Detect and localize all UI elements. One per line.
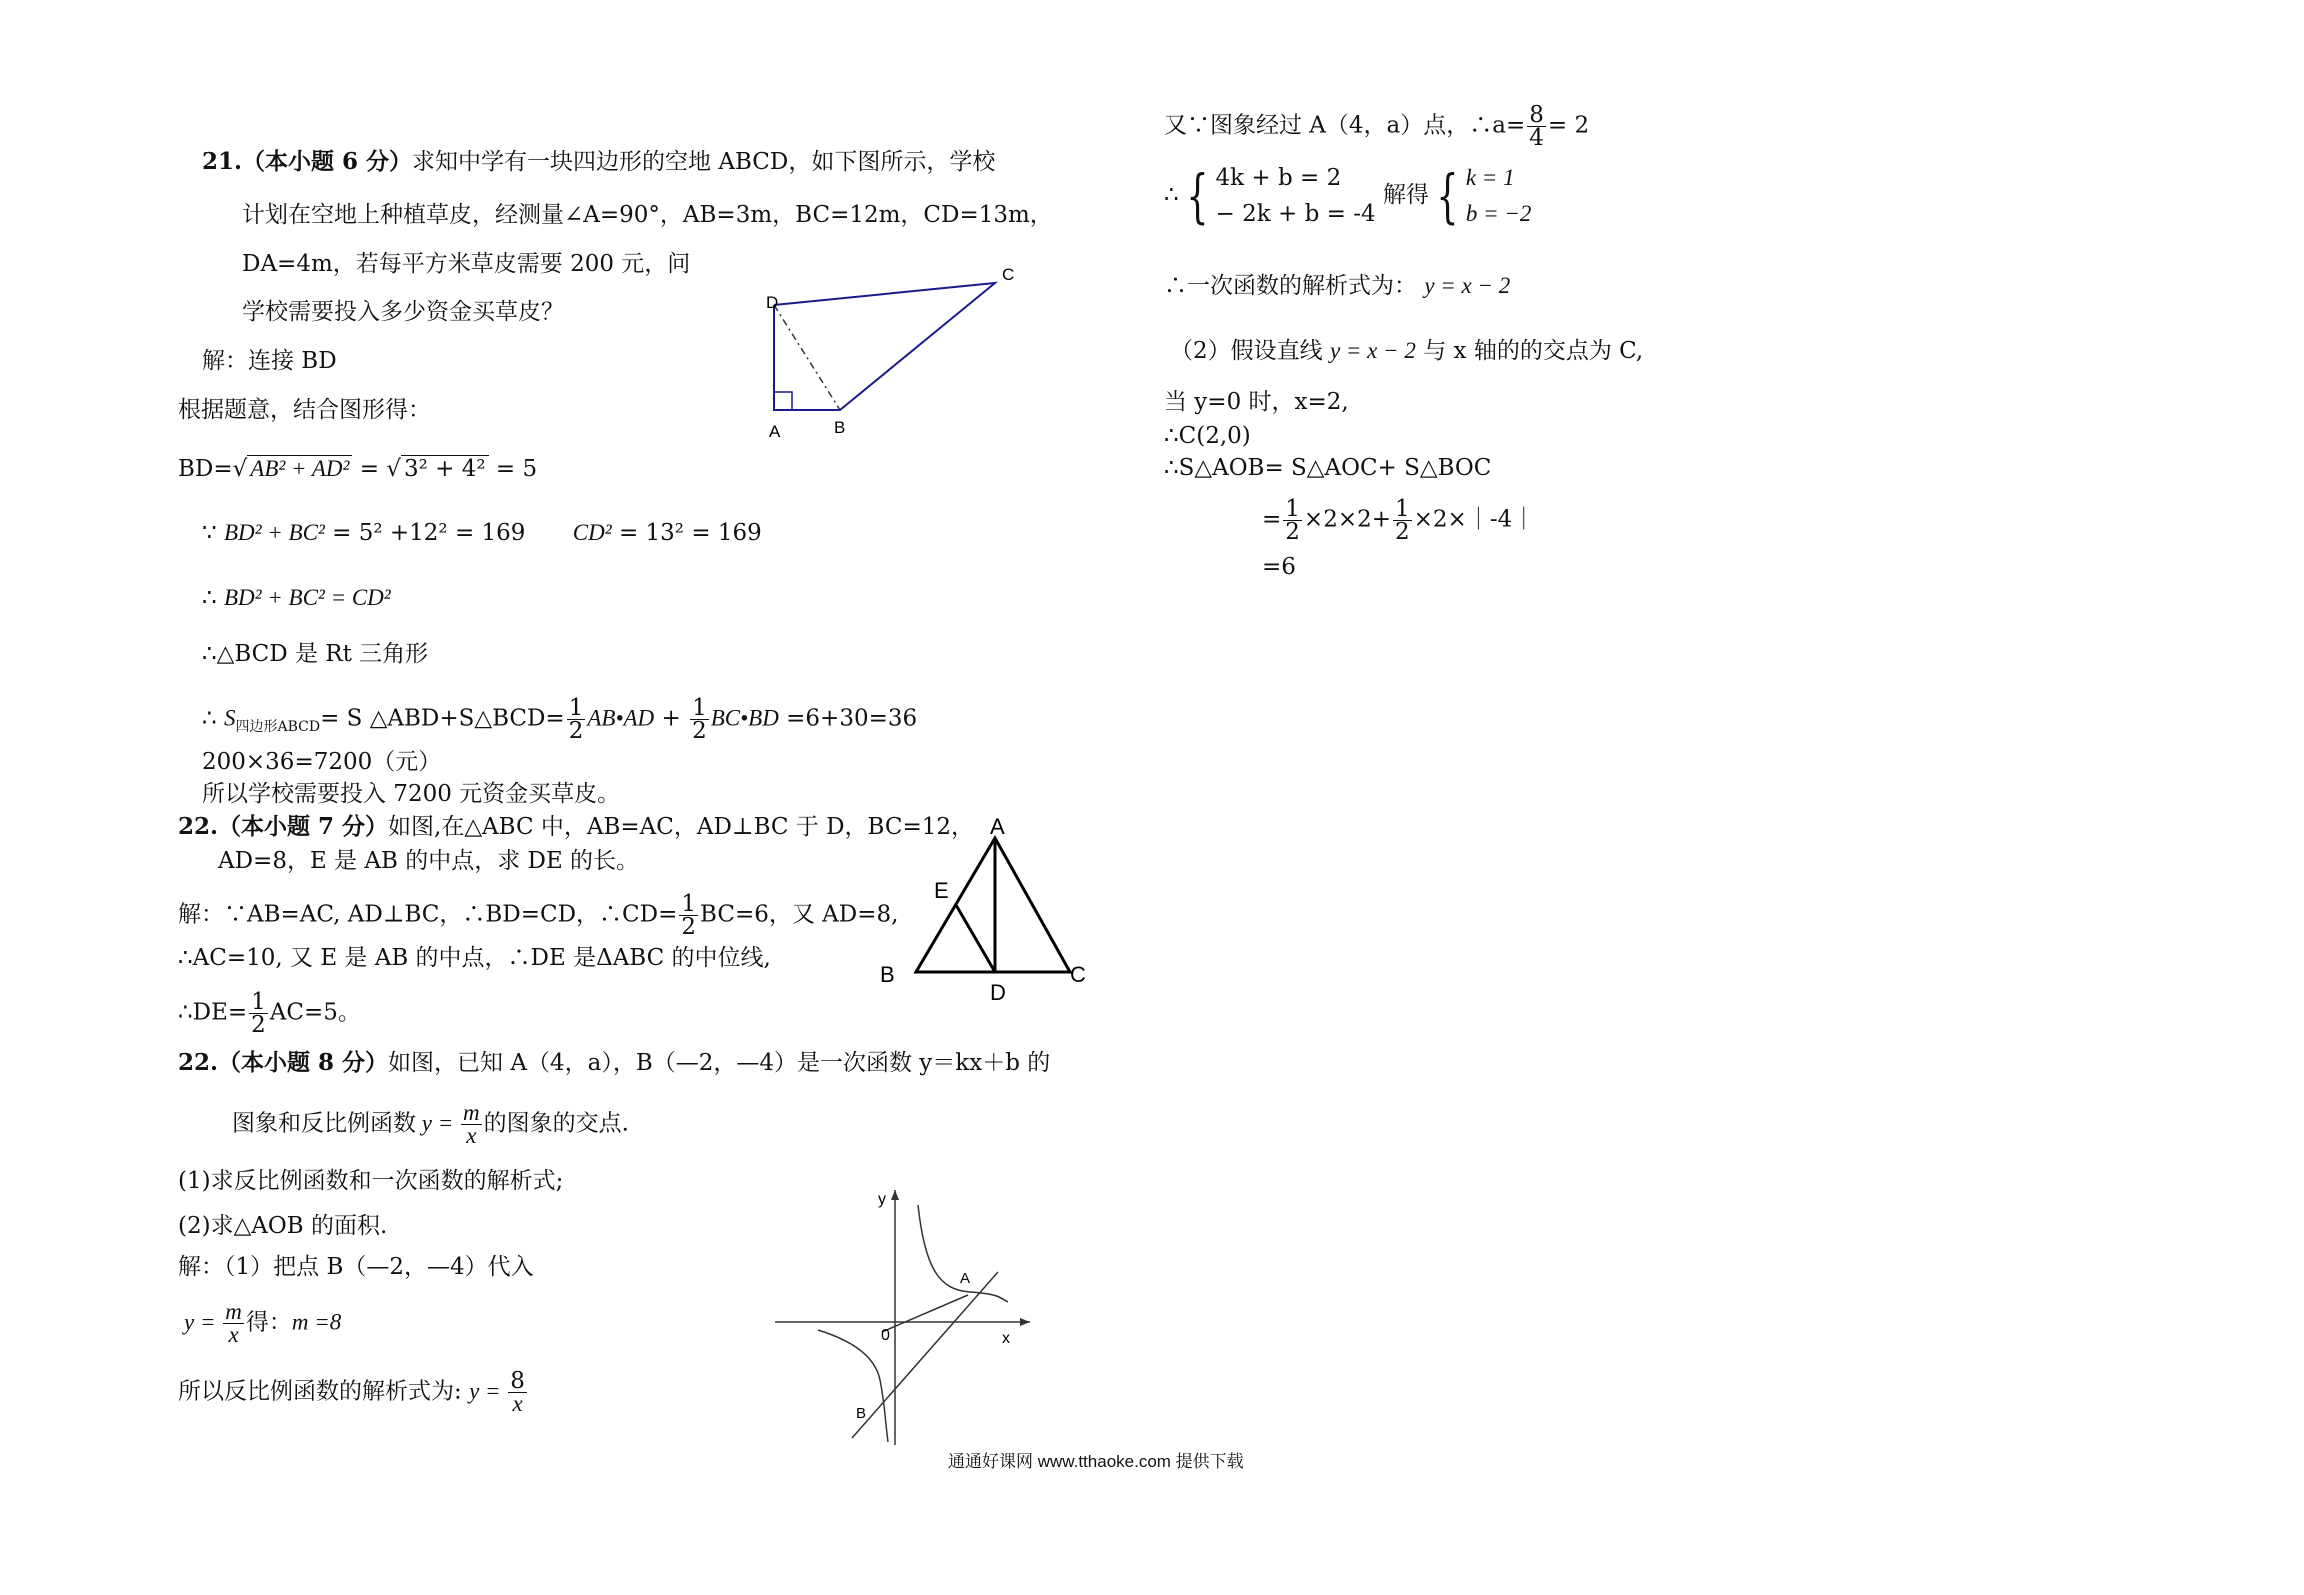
q21-calc: 200×36=7200（元） [202,749,442,775]
q22b-sol1: 解：（1）把点 B（—2，—4）代入 [178,1254,534,1280]
q21-because: ∵ BD² + BC² = 5² +12² = 169 CD² = 13² = 169 [202,520,762,546]
q22b-label-b: B [856,1405,867,1422]
q21-title: 21.（本小题 6 分） [202,148,413,175]
q22a-label-c: C [1070,962,1086,987]
q22b-label-o: 0 [881,1327,890,1344]
q22a-title: 22.（本小题 7 分） [178,813,389,840]
q21-sol2: 根据题意，结合图形得： [178,397,431,423]
q22a-sol3: ∴DE= $\frac{1}{2}$ AC=5。 [178,989,361,1038]
right-linear: ∴一次函数的解析式为： y = x − 2 [1164,273,1511,299]
q21-label-b: B [834,418,846,437]
q22b-sol3: 所以反比例函数的解析式为: y = $\frac{8}{x}$ [178,1368,525,1416]
right-when: 当 y=0 时，x=2, [1164,389,1349,415]
right-result: =6 [1262,554,1296,580]
right-line1: 又∵图象经过 A（4，a）点，∴a= $\frac{8}{4}$ = 2 [1164,102,1590,151]
q22b-part1: (1)求反比例函数和一次函数的解析式; [178,1168,564,1194]
q22b-label-a: A [960,1270,971,1287]
q21-tri: ∴△BCD 是 Rt 三角形 [202,641,429,667]
q22a-label-d: D [990,980,1006,1005]
q22b-graph-figure [770,1180,1040,1450]
q21-line1: 21.（本小题 6 分）求知中学有一块四边形的空地 ABCD，如下图所示，学校 [202,148,996,175]
q22b-label-y: y [878,1191,886,1208]
q21-line2: 计划在空地上种植草皮，经测量∠A=90°，AB=3m，BC=12m，CD=13m， [242,202,1053,228]
q21-area: ∴ $S_{四边形ABCD}= S$ △ABD+S△BCD= $\frac{1}{2}$ AB•AD + $\frac{1}{2}$ BC•BD =6+30=36 [202,695,918,744]
q21-quadrilateral-figure [752,262,1032,442]
q22b-sol2: y = $\frac{m}{x}$ 得：m =8 [184,1299,342,1347]
q22b-line2: 图象和反比例函数 y = $\frac{m}{x}$ 的图象的交点. [232,1100,629,1148]
footer-text: 通通好课网 www.tthaoke.com 提供下载 [948,1452,1244,1471]
right-part2: （2）假设直线 y = x − 2 与 x 轴的的交点为 C, [1170,338,1644,364]
q21-answer: 所以学校需要投入 7200 元资金买草皮。 [202,781,621,807]
q21-label-c: C [1002,265,1015,284]
q21-bd-eq: BD=√ AB² + AD² = √ 3² + 4² = 5 [178,456,538,482]
q22a-sol1: 解：∵AB=AC, AD⊥BC，∴BD=CD，∴CD= $\frac{1}{2}$ BC=6，又 AD=8, [178,891,899,940]
q21-line4: 学校需要投入多少资金买草皮？ [242,299,564,325]
q22b-title: 22.（本小题 8 分） [178,1049,389,1076]
q22a-label-a: A [990,816,1005,839]
q21-line3: DA=4m，若每平方米草皮需要 200 元，问 [242,251,691,277]
q22a-label-e: E [934,878,949,903]
q21-label-a: A [769,422,781,441]
q21-sol1: 解：连接 BD [202,348,337,374]
q22a-sol2: ∴AC=10, 又 E 是 AB 的中点，∴DE 是ΔABC 的中位线, [178,945,771,971]
right-area2: = $\frac{1}{2}$ ×2×2+ $\frac{1}{2}$ ×2×｜-4｜ [1262,496,1536,545]
right-area: ∴S△AOB= S△AOC+ S△BOC [1164,455,1492,481]
q22a-line1: 22.（本小题 7 分）如图,在△ABC 中，AB=AC，AD⊥BC 于 D，BC=12， [178,813,975,840]
right-c-point: ∴C(2,0) [1164,423,1251,449]
q21-label-d: D [766,293,779,312]
q22b-line1: 22.（本小题 8 分）如图，已知 A（4，a），B（—2，—4）是一次函数 y＝kx＋b 的 [178,1049,1051,1076]
q22b-label-x: x [1002,1330,1010,1347]
q21-therefore: ∴ BD² + BC² = CD² [202,585,391,611]
right-system: ∴ { 4k + b = 2 − 2k + b = -4 解得 { k = 1 b = −2 [1164,162,1532,230]
q22a-triangle-figure [872,816,1092,1006]
q22a-line2: AD=8，E 是 AB 的中点，求 DE 的长。 [218,848,640,874]
q22a-label-b: B [880,962,895,987]
q22b-part2: (2)求△AOB 的面积. [178,1213,388,1239]
